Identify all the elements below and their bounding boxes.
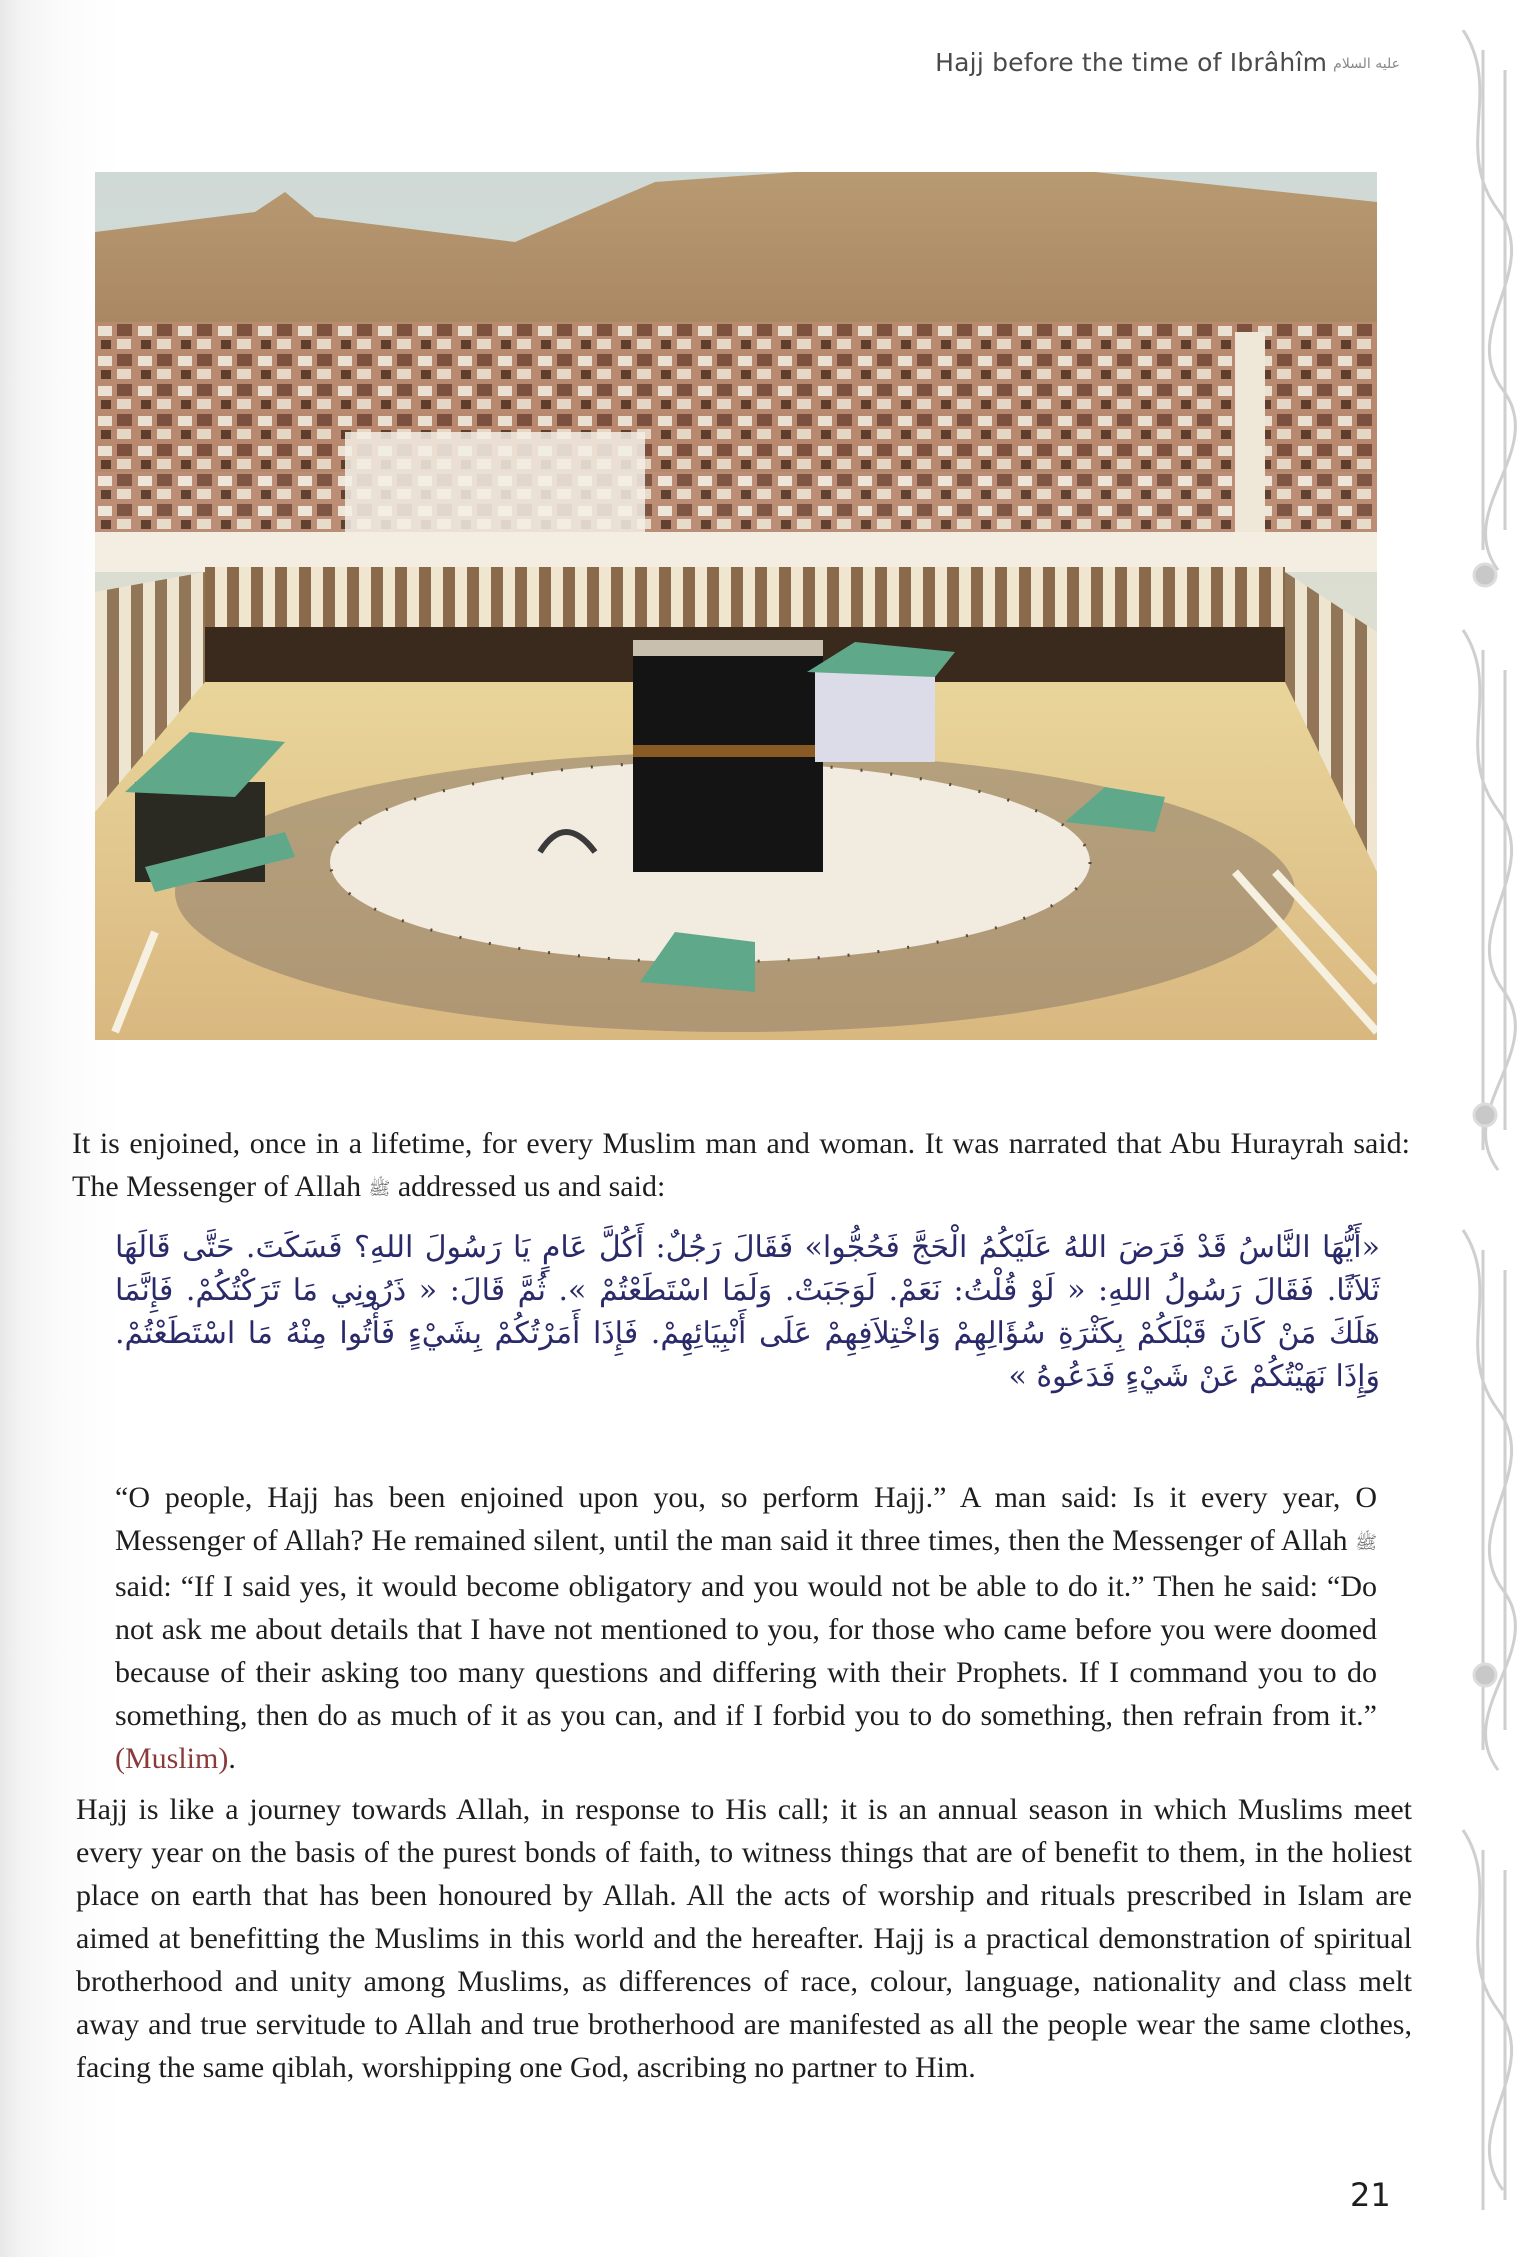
quote-text-2: said: “If I said yes, it would become obligatory and you would not be able to do it.” Then he said: “Do not ask me about details that I have not mentioned to you, for those who came before you were doomed because of their asking too many questions and differing with their Prophets. If I command you to do something, then do as much of it as you can, and if I forbid you to do something, then refrain from it.” <box>115 1569 1377 1732</box>
minaret <box>1235 332 1265 552</box>
running-title: Hajj before the time of Ibrâhîm <box>935 48 1328 77</box>
calligraphy-border <box>1443 30 1528 2230</box>
salutation-glyph-icon: ﷺ <box>1355 1532 1378 1554</box>
city-buildings <box>95 322 1377 552</box>
quote-end: . <box>228 1741 236 1775</box>
rosette-icon <box>1474 564 1496 586</box>
mosque-roof <box>95 532 1377 572</box>
source-citation: (Muslim) <box>115 1741 229 1775</box>
maqam-building <box>815 672 935 762</box>
arcade-awnings <box>205 567 1285 627</box>
salutation-glyph-icon: ﷺ <box>368 1178 391 1200</box>
closing-paragraph: Hajj is like a journey towards Allah, in response to His call; it is an annual season in which Muslims meet every year on the basis of the purest bonds of faith, to witness things that are of benefit to them, in the holiest place on earth that has been honoured by Allah. All the acts of worship and rituals prescribed in Islam are aimed at benefitting the Muslims in this world and the hereafter. Hajj is a practical demonstration of spiritual brotherhood and unity among Muslims, as differences of race, colour, language, nationality and class melt away and true servitude to Allah and true brotherhood are manifested as all the people wear the same clothes, facing the same qiblah, worshipping one God, ascribing no partner to Him. <box>76 1793 1412 2084</box>
kaaba-roof <box>633 640 823 656</box>
intro-paragraph <box>72 1122 1410 1211</box>
rosette-icon <box>1474 1664 1496 1686</box>
running-header <box>935 48 1400 77</box>
kaaba-kiswa-band <box>633 745 823 757</box>
kaaba-photograph <box>95 172 1377 1040</box>
honorific-glyph-icon: عليه السلام <box>1333 56 1400 72</box>
kaaba <box>633 652 823 872</box>
hadith-translation <box>115 1476 1377 1780</box>
quote-text-1: “O people, Hajj has been enjoined upon you, so perform Hajj.” A man said: Is it every year, O Messenger of Allah? He remained silent, until the man said it three times, then the Messenger of Allah <box>115 1481 1377 1557</box>
intro-text-end: addressed us and said: <box>397 1170 666 1203</box>
photo-illustration <box>95 172 1377 1040</box>
intro-text: It is enjoined, once in a lifetime, for every Muslim man and woman. It was narrated that Abu Hurayrah said: The Messenger of Allah <box>72 1127 1410 1203</box>
arabic-hadith: «أَيُّهَا النَّاسُ قَدْ فَرَضَ اللهُ عَلَيْكُمُ الْحَجَّ فَحُجُّوا» فَقَالَ رَجُلٌ: أَكُلَّ عَامٍ يَا رَسُولَ اللهِ؟ فَسَكَتَ. حَتَّى قَالَهَا ثَلاَثًا. فَقَالَ رَسُولُ اللهِ: « لَوْ قُلْتُ: نَعَمْ. لَوَجَبَتْ. وَلَمَا اسْتَطَعْتُمْ ». ثُمَّ قَالَ: « ذَرُونِي مَا تَرَكْتُكُمْ. فَإِنَّمَا هَلَكَ مَنْ كَانَ قَبْلَكُمْ بِكَثْرَةِ سُؤَالِهِمْ وَاخْتِلاَفِهِمْ عَلَى أَنْبِيَائِهِمْ. فَإِذَا أَمَرْتُكُمْ بِشَيْءٍ فَأْتُوا مِنْهُ مَا اسْتَطَعْتُمْ. وَإِذَا نَهَيْتُكُمْ عَنْ شَيْءٍ فَدَعُوهُ » <box>115 1230 1381 1394</box>
rosette-icon <box>1474 1104 1496 1126</box>
page-number: 21 <box>1350 2176 1391 2214</box>
